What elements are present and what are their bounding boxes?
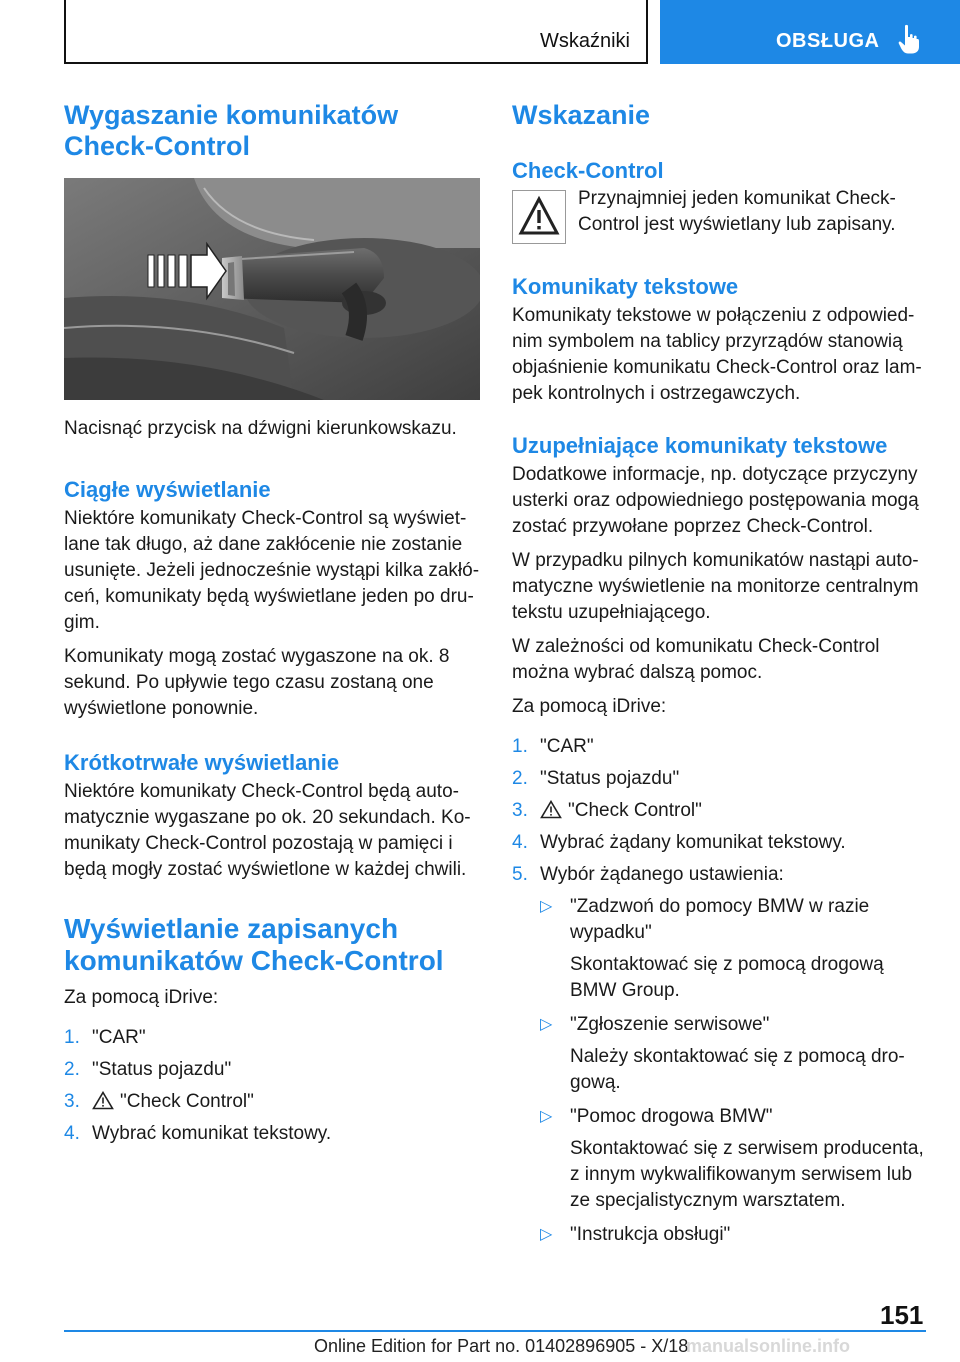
option-item: ▷ "Zgłoszenie serwisowe" [512, 1012, 926, 1038]
header-section-title: Wskaźniki [539, 30, 630, 52]
page-number: 151 [880, 1300, 924, 1330]
check-control-text: Przynajmniej jeden komunikat Check-Control jest wyświetlany lub zapisany. [578, 188, 896, 235]
footer-divider [64, 1330, 926, 1332]
footer-edition: Online Edition for Part no. 01402896905 - X/18 [314, 1336, 689, 1356]
bullet-triangle-icon: ▷ [540, 898, 553, 915]
paragraph-text-messages: Komunikaty tekstowe w połączeniu z odpowied-nim symbolem na tablicy przyrządów stanowią objaśnienie komunikatu Check-Control oraz lam-pek kontrolnych i ostrzegawczych. [512, 305, 922, 404]
footer-watermark: manualsonline.info [686, 1336, 851, 1356]
list-item: 5. Wybór żądanego ustawienia: [512, 864, 784, 885]
list-item: 4. Wybrać żądany komunikat tekstowy. [512, 832, 846, 853]
list-item: 3. "Check Control" [512, 800, 702, 821]
list-item: 1. "CAR" [512, 736, 594, 757]
check-control-notice [512, 186, 926, 252]
paragraph-continuous-2: Komunikaty mogą zostać wygaszone na ok. 8 sekund. Po upływie tego czasu zostaną one wyświetlone ponownie. [64, 646, 450, 719]
paragraph-supplementary-3: W zależności od komunikatu Check-Control można wybrać dalszą pomoc. [512, 636, 880, 683]
pointing-hand-icon [898, 24, 920, 54]
indication-steps-list [512, 734, 926, 1248]
idrive-intro: Za pomocą iDrive: [64, 987, 219, 1008]
turn-signal-lever-photo [64, 178, 480, 400]
warning-symbol-box [512, 190, 566, 244]
option-item: ▷ "Zadzwoń do pomocy BMW w razie wypadku" [540, 896, 870, 943]
warning-triangle-icon [540, 800, 562, 819]
heading-supplementary: Uzupełniające komunikaty tekstowe [512, 433, 888, 458]
paragraph-continuous-1: Niektóre komunikaty Check-Control są wyświet-lane tak długo, aż dane zakłócenie nie zostanie usunięte. Jeżeli jednocześnie wystąpi kilka zakłó-ceń, komunikaty będą wyświetlane jeden po dru-gim. [64, 508, 480, 633]
idrive-intro-right: Za pomocą iDrive: [512, 696, 667, 717]
header-section-box [64, 0, 648, 64]
bullet-triangle-icon: ▷ [540, 1016, 553, 1033]
option-description: Skontaktować się z serwisem producenta, z innym wykwalifikowanym serwisem lub ze specjalistycznym warsztatem. [570, 1138, 924, 1211]
list-item: 1. "CAR" [64, 1027, 146, 1048]
option-item: ▷ "Instrukcja obsługi" [512, 1222, 926, 1248]
header-chapter-tab [660, 0, 960, 64]
warning-triangle-icon [513, 191, 565, 243]
paragraph-short: Niektóre komunikaty Check-Control będą auto-matycznie wygaszane po ok. 20 sekundach. Ko-munikaty Check-Control pozostają w pamięci i będą mogły zostać wyświetlone w każdej chwili. [64, 781, 471, 880]
option-description: Należy skontaktować się z pomocą dro-gową. [570, 1046, 905, 1093]
paragraph-supplementary-2: W przypadku pilnych komunikatów nastąpi auto-matyczne wyświetlenie na monitorze centralnym tekstu uzupełniającego. [512, 550, 919, 623]
list-item: 3. "Check Control" [64, 1091, 254, 1112]
option-item: ▷ "Pomoc drogowa BMW" [512, 1104, 926, 1130]
section-title-indication: Wskazanie [512, 100, 651, 130]
option-description: Skontaktować się z pomocą drogową BMW Group. [570, 954, 884, 1001]
section-title-saved: Wyświetlanie zapisanych komunikatów Check-Control [64, 913, 444, 976]
right-column [512, 100, 926, 1248]
bullet-triangle-icon: ▷ [540, 1226, 553, 1243]
left-column [64, 100, 480, 1147]
list-item: 2. "Status pojazdu" [512, 768, 680, 789]
heading-check-control: Check-Control [512, 158, 664, 183]
section-title-dismiss: Wygaszanie komunikatów Check-Control [64, 100, 399, 161]
paragraph-supplementary-1: Dodatkowe informacje, np. dotyczące przyczyny usterki oraz odpowiedniego postępowania mogą zostać przywołane poprzez Check-Control. [512, 464, 919, 537]
header-chapter-label: OBSŁUGA [776, 30, 880, 52]
heading-continuous-display: Ciągłe wyświetlanie [64, 477, 271, 502]
bullet-triangle-icon: ▷ [540, 1108, 553, 1125]
photo-caption: Nacisnąć przycisk na dźwigni kierunkowskazu. [64, 418, 457, 439]
saved-steps-list [64, 1025, 480, 1147]
heading-text-messages: Komunikaty tekstowe [512, 274, 739, 299]
warning-triangle-icon [92, 1091, 114, 1110]
list-item: 4. Wybrać komunikat tekstowy. [64, 1123, 332, 1144]
heading-short-display: Krótkotrwałe wyświetlanie [64, 750, 340, 775]
list-item: 2. "Status pojazdu" [64, 1059, 232, 1080]
